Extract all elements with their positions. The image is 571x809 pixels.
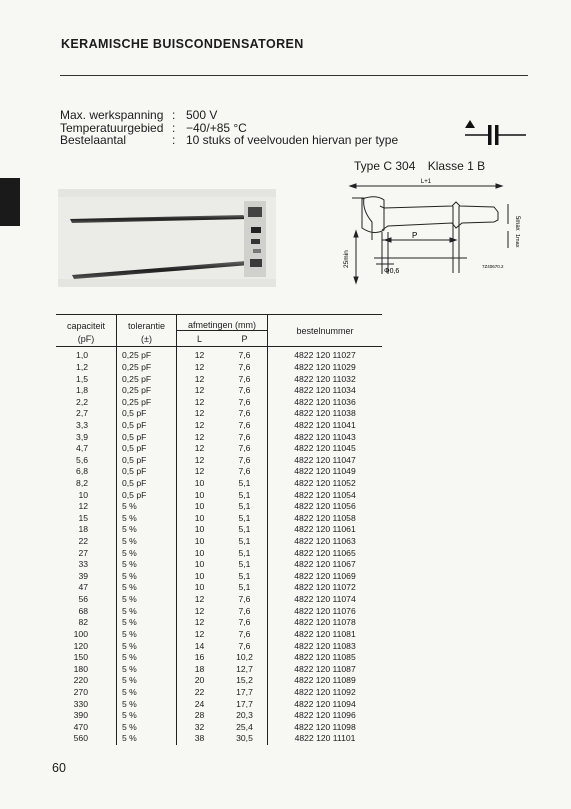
spec-colon: :: [172, 120, 176, 135]
cell-capacitance: 47: [56, 582, 117, 594]
cell-tolerance: 0,25 pF: [117, 373, 177, 385]
table-row: [56, 710, 382, 722]
type-designation: [354, 159, 485, 173]
table-row: [56, 582, 382, 594]
cell-capacitance: 39: [56, 571, 117, 583]
col-header-capacitance: capaciteit: [56, 315, 117, 332]
cell-length: 10: [194, 501, 205, 512]
cell-order-number: 4822 120 11029: [294, 361, 356, 372]
table-row: [56, 629, 382, 641]
table-row: [56, 652, 382, 664]
cell-capacitance: 100: [56, 629, 117, 641]
cell-order-number: 4822 120 11083: [294, 640, 356, 651]
cell-length: 12: [194, 373, 205, 384]
cell-tolerance: 0,5 pF: [117, 408, 177, 420]
capacitor-photo: [58, 189, 276, 287]
cell-length: 10: [194, 536, 205, 547]
cell-tolerance: 5 %: [117, 594, 177, 606]
cell-capacitance: 12: [56, 501, 117, 513]
cell-tolerance: 5 %: [117, 513, 177, 525]
cell-tolerance: 5 %: [117, 722, 177, 734]
capacitor-table: [56, 314, 382, 745]
cell-pitch: 7,6: [222, 396, 268, 408]
cell-order-number: 4822 120 11063: [294, 536, 356, 547]
table-row: [56, 605, 382, 617]
spec-value: 10 stuks of veelvouden hiervan per type: [186, 133, 399, 147]
cell-capacitance: 15: [56, 513, 117, 525]
cell-tolerance: 5 %: [117, 687, 177, 699]
table-row: [56, 722, 382, 734]
cell-pitch: 5,1: [222, 559, 268, 571]
cell-length: 12: [194, 454, 205, 465]
cell-tolerance: 5 %: [117, 501, 177, 513]
cell-pitch: 12,7: [222, 663, 268, 675]
cell-order-number: 4822 120 11054: [294, 489, 356, 500]
cell-length: 12: [194, 408, 205, 419]
cell-length: 12: [194, 617, 205, 628]
spec-label: Bestelaantal: [60, 133, 127, 147]
table-row: [56, 640, 382, 652]
col-header-order-number: bestelnummer: [268, 315, 383, 347]
cell-tolerance: 5 %: [117, 733, 177, 745]
cell-pitch: 5,1: [222, 478, 268, 490]
cell-capacitance: 560: [56, 733, 117, 745]
cell-pitch: 7,6: [222, 443, 268, 455]
cell-order-number: 4822 120 11061: [294, 524, 356, 535]
cell-pitch: 7,6: [222, 466, 268, 478]
dim-length-label: L+1: [420, 179, 432, 185]
cell-pitch: 7,6: [222, 640, 268, 652]
cell-length: 20: [194, 675, 205, 686]
cell-capacitance: 390: [56, 710, 117, 722]
cell-capacitance: 270: [56, 687, 117, 699]
cell-tolerance: 5 %: [117, 710, 177, 722]
type-label: Type C 304: [354, 159, 416, 173]
table-row: [56, 431, 382, 443]
spec-colon: :: [172, 133, 176, 147]
cell-tolerance: 0,25 pF: [117, 347, 177, 362]
cell-capacitance: 27: [56, 547, 117, 559]
cell-length: 12: [194, 466, 205, 477]
cell-tolerance: 5 %: [117, 536, 177, 548]
table-row: [56, 443, 382, 455]
table-row: [56, 687, 382, 699]
cell-capacitance: 1,2: [56, 362, 117, 374]
col-header-L: L: [177, 331, 223, 347]
cell-length: 10: [194, 559, 205, 570]
cell-pitch: 5,1: [222, 513, 268, 525]
cell-length: 14: [194, 640, 205, 651]
cell-tolerance: 0,5 pF: [117, 454, 177, 466]
header-rule: [60, 75, 528, 76]
cell-order-number: 4822 120 11032: [294, 373, 356, 384]
cell-length: 18: [194, 663, 205, 674]
cell-tolerance: 5 %: [117, 571, 177, 583]
cell-order-number: 4822 120 11096: [294, 710, 356, 721]
col-header-capacitance-unit: (pF): [56, 331, 117, 347]
cell-pitch: 7,6: [222, 594, 268, 606]
cell-order-number: 4822 120 11089: [294, 675, 356, 686]
cell-pitch: 5,1: [222, 547, 268, 559]
col-header-dimensions-label: afmetingen (mm): [177, 320, 267, 331]
cell-capacitance: 3,9: [56, 431, 117, 443]
cell-capacitance: 8,2: [56, 478, 117, 490]
cell-length: 10: [194, 547, 205, 558]
cell-pitch: 7,6: [222, 362, 268, 374]
table-row: [56, 698, 382, 710]
cell-pitch: 7,6: [222, 347, 268, 362]
cell-capacitance: 68: [56, 605, 117, 617]
cell-pitch: 5,1: [222, 524, 268, 536]
table-row: [56, 396, 382, 408]
cell-pitch: 17,7: [222, 687, 268, 699]
cell-tolerance: 0,5 pF: [117, 466, 177, 478]
table-row: [56, 571, 382, 583]
cell-length: 28: [194, 710, 205, 721]
cell-length: 12: [194, 350, 205, 361]
cell-pitch: 5,1: [222, 536, 268, 548]
cell-tolerance: 5 %: [117, 617, 177, 629]
cell-capacitance: 470: [56, 722, 117, 734]
dimension-drawing: [332, 176, 532, 288]
cell-tolerance: 5 %: [117, 675, 177, 687]
cell-tolerance: 5 %: [117, 629, 177, 641]
cell-length: 10: [194, 524, 205, 535]
cell-order-number: 4822 120 11092: [294, 686, 356, 697]
cell-order-number: 4822 120 11041: [294, 419, 356, 430]
table-row: [56, 663, 382, 675]
cell-length: 12: [194, 361, 205, 372]
cell-order-number: 4822 120 11098: [294, 721, 356, 732]
cell-order-number: 4822 120 11074: [294, 594, 356, 605]
cell-capacitance: 330: [56, 698, 117, 710]
spec-colon: :: [172, 108, 176, 122]
cell-order-number: 4822 120 11058: [294, 512, 356, 523]
cell-pitch: 5,1: [222, 582, 268, 594]
cell-length: 16: [194, 652, 205, 663]
spec-label: Temperatuurgebied: [60, 120, 164, 135]
cell-length: 10: [194, 478, 205, 488]
table-row: [56, 559, 382, 571]
cell-tolerance: 0,25 pF: [117, 385, 177, 397]
cell-tolerance: 0,5 pF: [117, 489, 177, 501]
cell-pitch: 7,6: [222, 605, 268, 617]
cell-pitch: 5,1: [222, 571, 268, 583]
cell-pitch: 7,6: [222, 385, 268, 397]
cell-length: 12: [194, 605, 205, 616]
cell-pitch: 7,6: [222, 408, 268, 420]
class-label: Klasse 1 B: [427, 159, 486, 173]
cell-pitch: 7,6: [222, 420, 268, 432]
table-header: [56, 315, 382, 347]
table-row: [56, 594, 382, 606]
cell-tolerance: 5 %: [117, 663, 177, 675]
cell-capacitance: 120: [56, 640, 117, 652]
cell-capacitance: 180: [56, 663, 117, 675]
cell-order-number: 4822 120 11078: [294, 617, 356, 628]
specifications: [60, 109, 398, 147]
cell-order-number: 4822 120 11101: [294, 733, 356, 744]
cell-capacitance: 150: [56, 652, 117, 664]
table-row: [56, 347, 382, 362]
cell-order-number: 4822 120 11094: [294, 698, 356, 709]
cell-tolerance: 0,5 pF: [117, 478, 177, 490]
cell-order-number: 4822 120 11052: [294, 478, 356, 488]
cell-tolerance: 5 %: [117, 698, 177, 710]
table-row: [56, 466, 382, 478]
cell-capacitance: 18: [56, 524, 117, 536]
cell-tolerance: 5 %: [117, 652, 177, 664]
cell-pitch: 10,2: [222, 652, 268, 664]
cell-pitch: 7,6: [222, 373, 268, 385]
table-body: [56, 347, 382, 745]
cell-capacitance: 2,7: [56, 408, 117, 420]
cell-pitch: 20,3: [222, 710, 268, 722]
cell-order-number: 4822 120 11027: [294, 350, 356, 361]
table-row: [56, 733, 382, 745]
cell-order-number: 4822 120 11056: [294, 501, 356, 512]
table-row: [56, 408, 382, 420]
cell-capacitance: 2,2: [56, 396, 117, 408]
cell-tolerance: 5 %: [117, 582, 177, 594]
cell-order-number: 4822 120 11087: [294, 663, 356, 674]
cell-capacitance: 10: [56, 489, 117, 501]
cell-capacitance: 1,0: [56, 347, 117, 362]
cell-length: 24: [194, 698, 205, 709]
cell-tolerance: 0,5 pF: [117, 443, 177, 455]
cell-order-number: 4822 120 11049: [294, 466, 356, 477]
cell-length: 12: [194, 628, 205, 639]
spec-label: Max. werkspanning: [60, 108, 164, 122]
cell-tolerance: 5 %: [117, 605, 177, 617]
cell-order-number: 4822 120 11085: [294, 652, 356, 663]
table-row: [56, 524, 382, 536]
cell-length: 12: [194, 443, 205, 454]
cell-capacitance: 6,8: [56, 466, 117, 478]
page-title: KERAMISCHE BUISCONDENSATOREN: [61, 37, 304, 51]
cell-tolerance: 0,25 pF: [117, 396, 177, 408]
section-marker-tab: [0, 178, 20, 226]
cell-pitch: 5,1: [222, 501, 268, 513]
table-row: [56, 420, 382, 432]
cell-length: 32: [194, 721, 205, 732]
cell-pitch: 25,4: [222, 722, 268, 734]
table-row: [56, 536, 382, 548]
cell-tolerance: 0,25 pF: [117, 362, 177, 374]
spec-row-order-quantity: [60, 134, 398, 147]
cell-tolerance: 5 %: [117, 547, 177, 559]
cell-capacitance: 4,7: [56, 443, 117, 455]
cell-order-number: 4822 120 11067: [294, 559, 356, 570]
cell-length: 10: [194, 570, 205, 581]
cell-tolerance: 5 %: [117, 559, 177, 571]
cell-capacitance: 82: [56, 617, 117, 629]
cell-length: 10: [194, 489, 205, 500]
cell-length: 10: [194, 512, 205, 523]
cell-order-number: 4822 120 11065: [294, 547, 356, 558]
col-header-tolerance-unit: (±): [117, 331, 177, 347]
table-row: [56, 675, 382, 687]
cell-capacitance: 33: [56, 559, 117, 571]
cell-length: 12: [194, 419, 205, 430]
dim-small-label: 1max: [514, 234, 520, 248]
cell-capacitance: 220: [56, 675, 117, 687]
cell-order-number: 4822 120 11047: [294, 454, 356, 465]
table-row: [56, 489, 382, 501]
cell-order-number: 4822 120 11076: [294, 605, 356, 616]
cell-capacitance: 56: [56, 594, 117, 606]
table-row: [56, 513, 382, 525]
cell-pitch: 30,5: [222, 733, 268, 745]
cell-order-number: 4822 120 11043: [294, 431, 356, 442]
table-row: [56, 617, 382, 629]
cell-capacitance: 5,6: [56, 454, 117, 466]
cell-tolerance: 0,5 pF: [117, 420, 177, 432]
cell-pitch: 5,1: [222, 489, 268, 501]
cell-order-number: 4822 120 11081: [294, 628, 356, 639]
cell-tolerance: 0,5 pF: [117, 431, 177, 443]
col-header-P: P: [222, 331, 268, 347]
cell-pitch: 17,7: [222, 698, 268, 710]
table-row: [56, 547, 382, 559]
cell-length: 38: [194, 733, 205, 744]
table-row: [56, 501, 382, 513]
col-header-tolerance: tolerantie: [117, 315, 177, 332]
table-row: [56, 454, 382, 466]
cell-capacitance: 1,5: [56, 373, 117, 385]
cell-capacitance: 1,8: [56, 385, 117, 397]
cell-length: 12: [194, 385, 205, 396]
cell-length: 22: [194, 686, 205, 697]
cell-order-number: 4822 120 11069: [294, 570, 356, 581]
cell-pitch: 7,6: [222, 617, 268, 629]
table-row: [56, 385, 382, 397]
cell-order-number: 4822 120 11034: [294, 385, 356, 396]
cell-length: 12: [194, 594, 205, 605]
cell-order-number: 4822 120 11045: [294, 443, 356, 454]
cell-capacitance: 22: [56, 536, 117, 548]
dim-lead-diameter-label: Φ0,6: [384, 268, 400, 275]
table-row: [56, 478, 382, 490]
dim-diameter-label: 5max: [514, 216, 520, 231]
spec-value: 500 V: [186, 108, 218, 122]
spec-value: −40/+85 °C: [186, 120, 247, 135]
cell-length: 12: [194, 431, 205, 442]
cell-tolerance: 5 %: [117, 524, 177, 536]
cell-pitch: 7,6: [222, 454, 268, 466]
cell-tolerance: 5 %: [117, 640, 177, 652]
cell-pitch: 15,2: [222, 675, 268, 687]
cell-pitch: 7,6: [222, 629, 268, 641]
spec-row-voltage: [60, 109, 398, 122]
cell-order-number: 4822 120 11072: [294, 582, 356, 593]
cell-capacitance: 3,3: [56, 420, 117, 432]
cell-order-number: 4822 120 11036: [294, 396, 356, 407]
dim-pitch-label: P: [412, 231, 418, 240]
table-row: [56, 362, 382, 374]
cell-length: 12: [194, 396, 205, 407]
col-header-dimensions: [177, 315, 268, 332]
page-number: 60: [52, 761, 66, 775]
drawing-code: 7Z40670.2: [482, 264, 504, 269]
cell-length: 10: [194, 582, 205, 593]
cell-order-number: 4822 120 11038: [294, 408, 356, 419]
cell-pitch: 7,6: [222, 431, 268, 443]
table-row: [56, 373, 382, 385]
capacitor-symbol-icon: [458, 118, 530, 154]
dim-lead-length-label: 25min: [343, 250, 350, 268]
